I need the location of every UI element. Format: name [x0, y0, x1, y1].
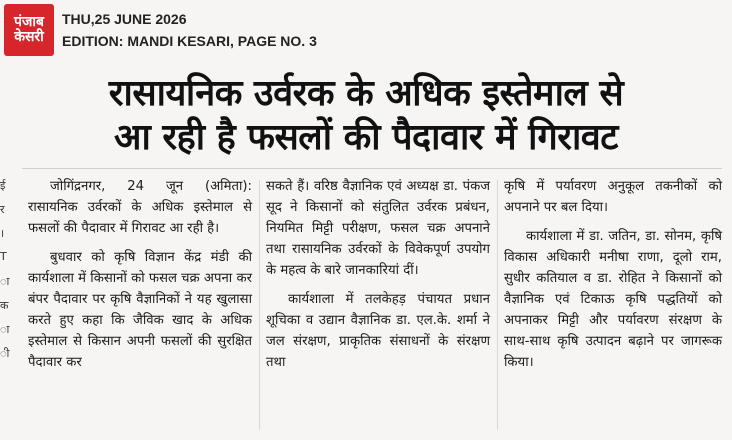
column-divider [259, 180, 260, 430]
article-paragraph: कार्यशाला में डा. जतिन, डा. सोनम, कृषि विकास अधिकारी मनीषा राणा, दूलो राम, सुधीर कतियाल व डा. रोहित ने किसानों को वैज्ञानिक एवं टिकाऊ कृषि पद्धतियों को अपनाकर मिट्टी और पर्यावरण संरक्षण के साथ-साथ कृषि उत्पादन बढ़ाने पर जागरूक किया। [504, 229, 722, 370]
article-paragraph: कार्यशाला में तलकेहड़ पंचायत प्रधान शूचिका व उद्यान वैज्ञानिक डा. एल.के. शर्मा ने जल संरक्षण, प्राकृतिक संसाधनों के संरक्षण तथा [266, 292, 490, 370]
article-paragraph: जोगिंद्रनगर, 24 जून (अमिता): रासायनिक उर्वरकों के अधिक इस्तेमाल से फसलों की पैदावार में गिरावट आ रही है। [28, 179, 252, 236]
edge-char: र [0, 203, 5, 216]
edge-char: ी [0, 347, 10, 360]
edge-char: T [0, 250, 7, 263]
column-divider [497, 180, 498, 430]
logo-line-1: पंजाब [14, 14, 44, 31]
publication-date: THU,25 JUNE 2026 [62, 11, 187, 27]
edition-info [62, 8, 317, 52]
newspaper-logo [4, 4, 54, 56]
article-paragraph: सकते हैं। वरिष्ठ वैज्ञानिक एवं अध्यक्ष डा. पंकज सूद ने किसानों को संतुलित उर्वरक प्रबंधन, नियमित मिट्टी परीक्षण, फसल चक्र अपनाने तथा रासायनिक उर्वरकों के विवेकपूर्ण उपयोग के महत्व के बारे जानकारियां दीं। [266, 179, 490, 278]
article-paragraph: बुधवार को कृषि विज्ञान केंद्र मंडी की कार्यशाला में किसानों को फसल चक्र अपना कर बंपर पैदावार पर कृषि वैज्ञानिकों ने यह खुलासा करते हुए कहा कि जैविक खाद के अधिक इस्तेमाल से किसान अपनी फसलों की सुरक्षित पैदावार कर [28, 250, 252, 370]
article-column-1 [28, 176, 252, 373]
article-column-3 [504, 176, 722, 373]
edge-char: क [0, 299, 9, 312]
edge-char: ई [0, 179, 6, 192]
adjacent-article-fragment [0, 178, 14, 440]
logo-line-2: केसरी [14, 29, 44, 45]
masthead [0, 0, 732, 62]
article-column-2 [266, 176, 490, 373]
edge-char: ा [0, 275, 10, 288]
edge-char: ा [0, 323, 10, 336]
edition-page: EDITION: MANDI KESARI, PAGE NO. 3 [62, 33, 317, 49]
article-paragraph: कृषि में पर्यावरण अनुकूल तकनीकों को अपनाने पर बल दिया। [504, 179, 722, 215]
edge-char: । [0, 227, 5, 240]
headline-line-1: रासायनिक उर्वरक के अधिक इस्तेमाल से [108, 73, 624, 114]
headline-rule [22, 168, 722, 169]
article-headline [0, 72, 732, 160]
headline-line-2: आ रही है फसलों की पैदावार में गिरावट [114, 117, 618, 158]
